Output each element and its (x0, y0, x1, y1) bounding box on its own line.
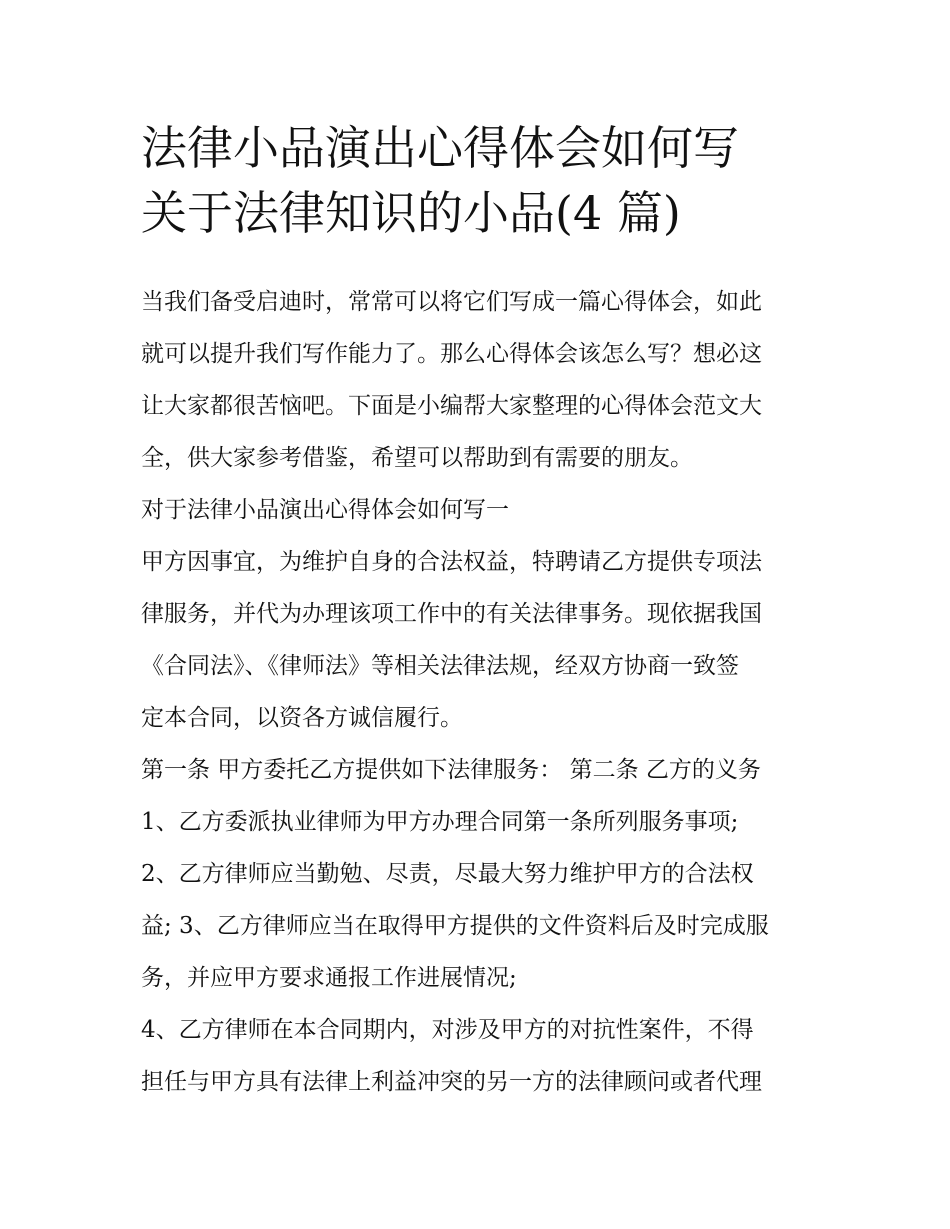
text-line: 让大家都很苦恼吧。下面是小编帮大家整理的心得体会范文大 (141, 393, 762, 419)
text-line: 当我们备受启迪时，常常可以将它们写成一篇心得体会，如此 (141, 289, 762, 315)
text-line: 4、乙方律师在本合同期内，对涉及甲方的对抗性案件，不得 (141, 1017, 754, 1043)
section-heading: 对于法律小品演出心得体会如何写一 (141, 497, 509, 523)
document-title (141, 118, 816, 248)
text-line: 《合同法》、《律师法》等相关法律法规，经双方协商一致签 (141, 653, 739, 679)
text-line: 就可以提升我们写作能力了。那么心得体会该怎么写？想必这 (141, 341, 762, 367)
body-text (141, 276, 816, 1108)
text-line: 全，供大家参考借鉴，希望可以帮助到有需要的朋友。 (141, 445, 693, 471)
text-line: 律服务，并代为办理该项工作中的有关法律事务。现依据我国 (141, 601, 762, 627)
text-line: 2、乙方律师应当勤勉、尽责，尽最大努力维护甲方的合法权 (141, 861, 754, 887)
text-line: 务，并应甲方要求通报工作进展情况; (141, 965, 517, 991)
text-line: 益; 3、乙方律师应当在取得甲方提供的文件资料后及时完成服 (141, 913, 769, 939)
title-line-1: 法律小品演出心得体会如何写 (141, 121, 739, 175)
text-line: 担任与甲方具有法律上利益冲突的另一方的法律顾问或者代理 (141, 1069, 762, 1095)
text-line: 1、乙方委派执业律师为甲方办理合同第一条所列服务事项; (141, 809, 739, 835)
text-line: 第一条 甲方委托乙方提供如下法律服务： 第二条 乙方的义务 (141, 757, 761, 783)
document-body (141, 118, 816, 1108)
text-line: 定本合同，以资各方诚信履行。 (141, 705, 463, 731)
text-line: 甲方因事宜，为维护自身的合法权益，特聘请乙方提供专项法 (141, 549, 762, 575)
title-line-2: 关于法律知识的小品(4 篇) (141, 186, 681, 240)
